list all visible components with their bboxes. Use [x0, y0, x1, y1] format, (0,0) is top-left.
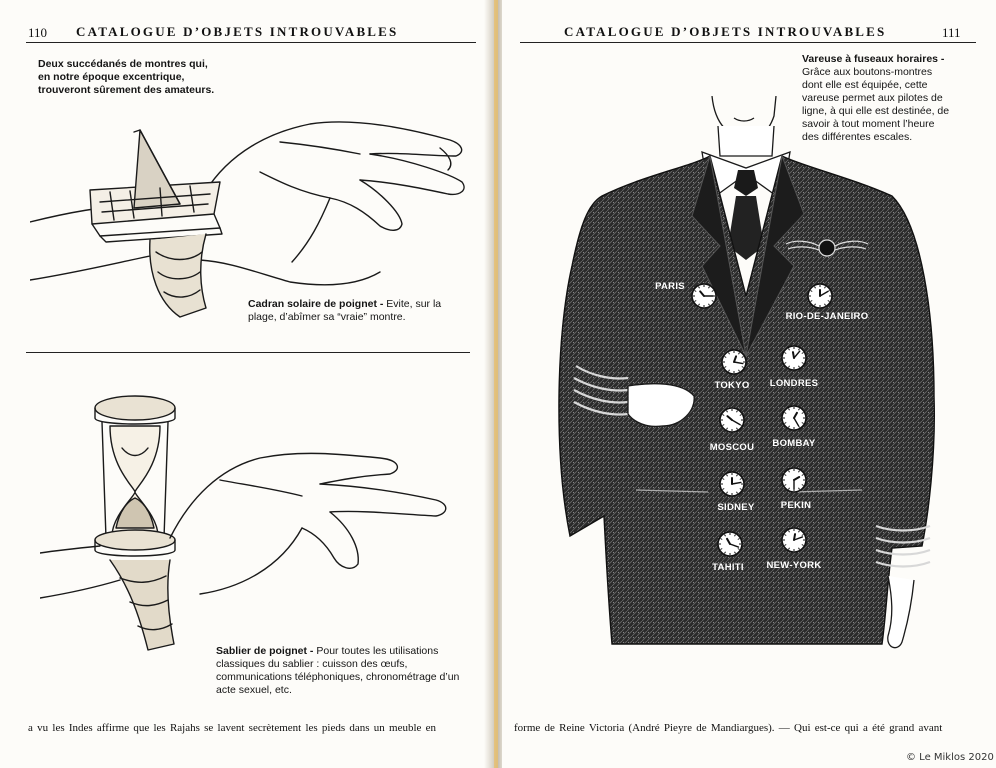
- clock-city-label: TAHITI: [712, 562, 744, 573]
- clock-city-label: PEKIN: [780, 500, 812, 511]
- header-rule-left: [26, 42, 476, 43]
- hourglass-title: Sablier de poignet -: [216, 645, 314, 657]
- copyright-credit: © Le Miklos 2020: [906, 752, 994, 763]
- right-page: [502, 0, 996, 768]
- page-number-left: 110: [28, 25, 48, 40]
- clock-button: [720, 472, 744, 496]
- clock-city-label: RIO-DE-JANEIRO: [785, 311, 869, 322]
- clock-city-label: NEW-YORK: [766, 560, 822, 571]
- clock-city-label: BOMBAY: [772, 438, 816, 449]
- section-divider: [26, 352, 470, 353]
- footer-text-left: a vu les Indes affirme que les Rajahs se lavent secrètement les pieds dans un meuble en: [28, 722, 437, 734]
- clock-city-label: MOSCOU: [709, 442, 755, 453]
- clock-button: [718, 532, 742, 556]
- clock-button: [782, 468, 806, 492]
- jacket-illustration: [542, 96, 952, 666]
- sundial-caption: [248, 298, 448, 324]
- hourglass-wrist-illustration: [40, 388, 460, 678]
- hourglass-body: Pour toutes les utilisations classiques du sablier : cuisson des œufs, communications téléphoniques, chronométrage d’un acte sexuel, etc.: [216, 645, 460, 696]
- clock-button: [782, 528, 806, 552]
- running-head-right: CATALOGUE D’OBJETS INTROUVABLES: [564, 24, 887, 39]
- left-page: [0, 0, 492, 768]
- sundial-title: Cadran solaire de poignet -: [248, 298, 384, 310]
- jacket-body: Grâce aux boutons-montres dont elle est équipée, cette vareuse permet aux pilotes de ligne, à qui elle est destinée, de savoir à tout moment l’heure des différentes escales.: [802, 66, 950, 143]
- clock-button: [720, 408, 744, 432]
- page-edge: [494, 0, 498, 768]
- clock-button: [692, 284, 716, 308]
- running-head-left: CATALOGUE D’OBJETS INTROUVABLES: [76, 24, 399, 39]
- jacket-title: Vareuse à fuseaux horaires -: [802, 53, 945, 65]
- page-number-right: 111: [942, 25, 961, 40]
- footer-text-right: forme de Reine Victoria (André Pieyre de Mandiargues). — Qui est-ce qui a été grand avant: [514, 722, 943, 734]
- clock-city-label: LONDRES: [769, 378, 819, 389]
- clock-city-label: PARIS: [655, 281, 685, 292]
- intro-text: Deux succédanés de montres qui, en notre époque excentrique, trouveront sûrement des amateurs.: [38, 58, 215, 96]
- hourglass-caption: [216, 645, 466, 697]
- sundial-body: Evite, sur la plage, d’abîmer sa “vraie” montre.: [248, 298, 442, 323]
- clock-button: [782, 346, 806, 370]
- clock-button: [722, 350, 746, 374]
- header-rule-right: [520, 42, 976, 43]
- clock-city-label: TOKYO: [714, 380, 750, 391]
- clock-button: [782, 406, 806, 430]
- clock-city-label: SIDNEY: [717, 502, 755, 513]
- clock-button: [808, 284, 832, 308]
